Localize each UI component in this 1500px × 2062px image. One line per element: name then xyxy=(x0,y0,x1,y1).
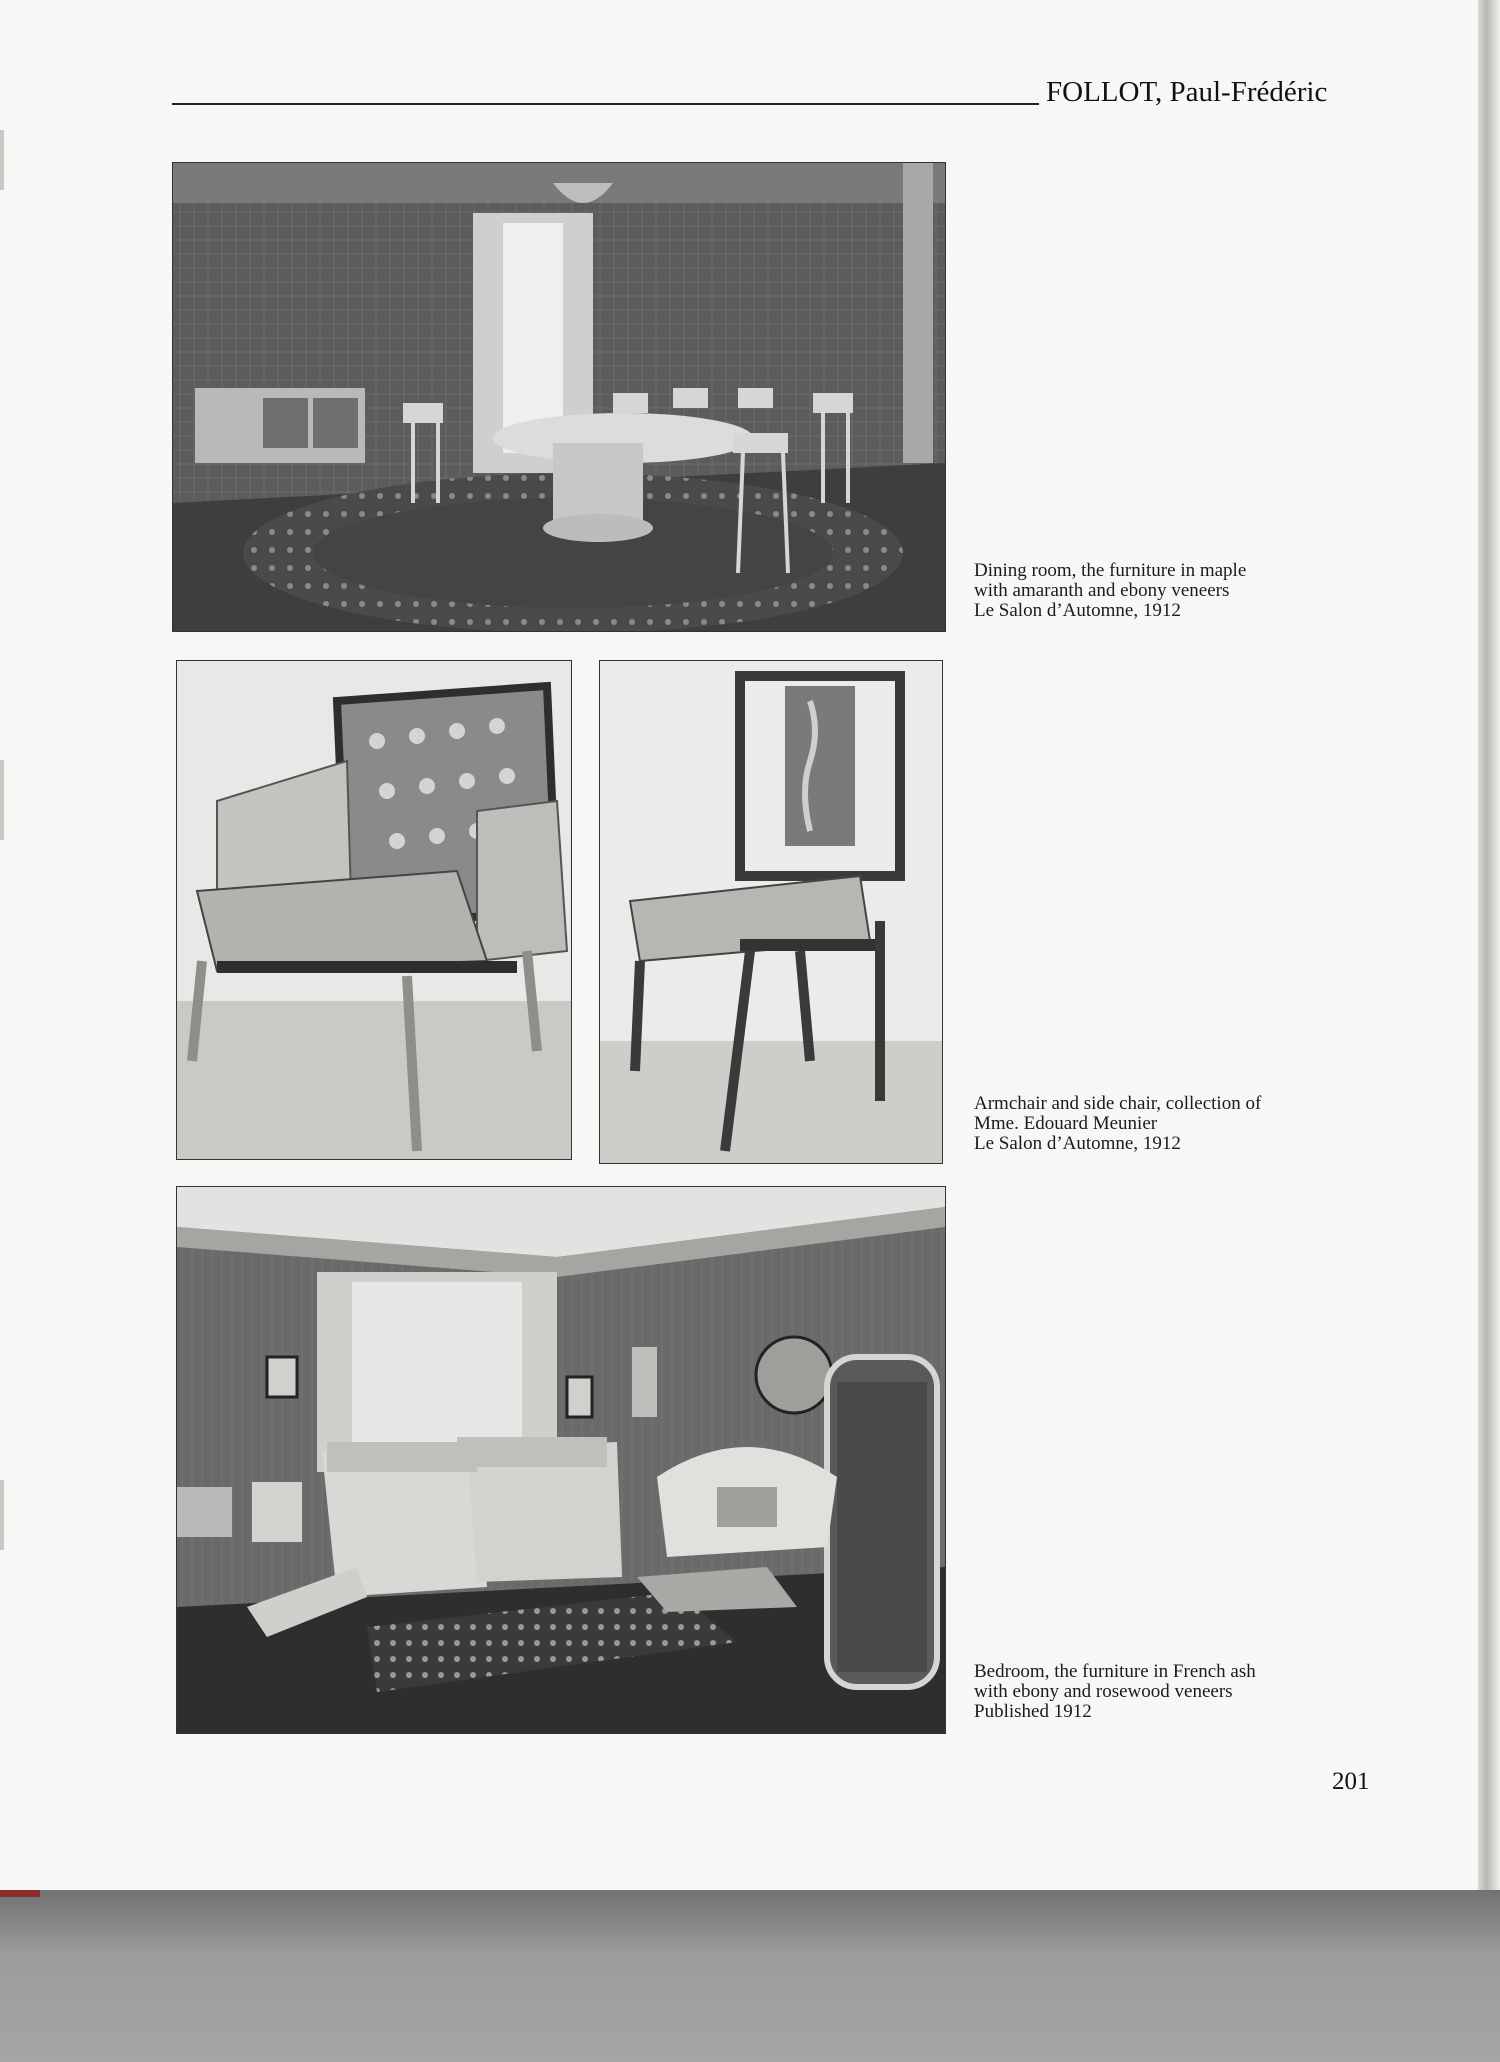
caption-line: Dining room, the furniture in maple xyxy=(974,560,1247,581)
caption-line: Le Salon d’Automne, 1912 xyxy=(974,600,1181,621)
caption-line: Published 1912 xyxy=(974,1701,1092,1722)
header-rule xyxy=(172,103,1039,105)
page-number: 201 xyxy=(1332,1768,1370,1795)
chairs-caption xyxy=(974,1094,1261,1154)
caption-line: Mme. Edouard Meunier xyxy=(974,1113,1158,1134)
caption-line: Armchair and side chair, collection of xyxy=(974,1093,1262,1114)
dining-room-photo xyxy=(172,162,946,632)
bedroom-caption xyxy=(974,1662,1256,1722)
running-header: FOLLOT, Paul-Frédéric xyxy=(1046,76,1328,108)
caption-line: Bedroom, the furniture in French ash xyxy=(974,1661,1256,1682)
dining-room-caption xyxy=(974,561,1246,621)
caption-line: with amaranth and ebony veneers xyxy=(974,580,1230,601)
caption-line: with ebony and rosewood veneers xyxy=(974,1681,1233,1702)
binding-shadow xyxy=(0,760,4,840)
binding-shadow xyxy=(0,1480,4,1550)
bedroom-photo xyxy=(176,1186,946,1734)
scanner-background xyxy=(0,1885,1500,2062)
page-edge xyxy=(1478,0,1500,1890)
armchair-photo xyxy=(176,660,572,1160)
side-chair-photo xyxy=(599,660,943,1164)
binding-shadow xyxy=(0,130,4,190)
caption-line: Le Salon d’Automne, 1912 xyxy=(974,1133,1181,1154)
